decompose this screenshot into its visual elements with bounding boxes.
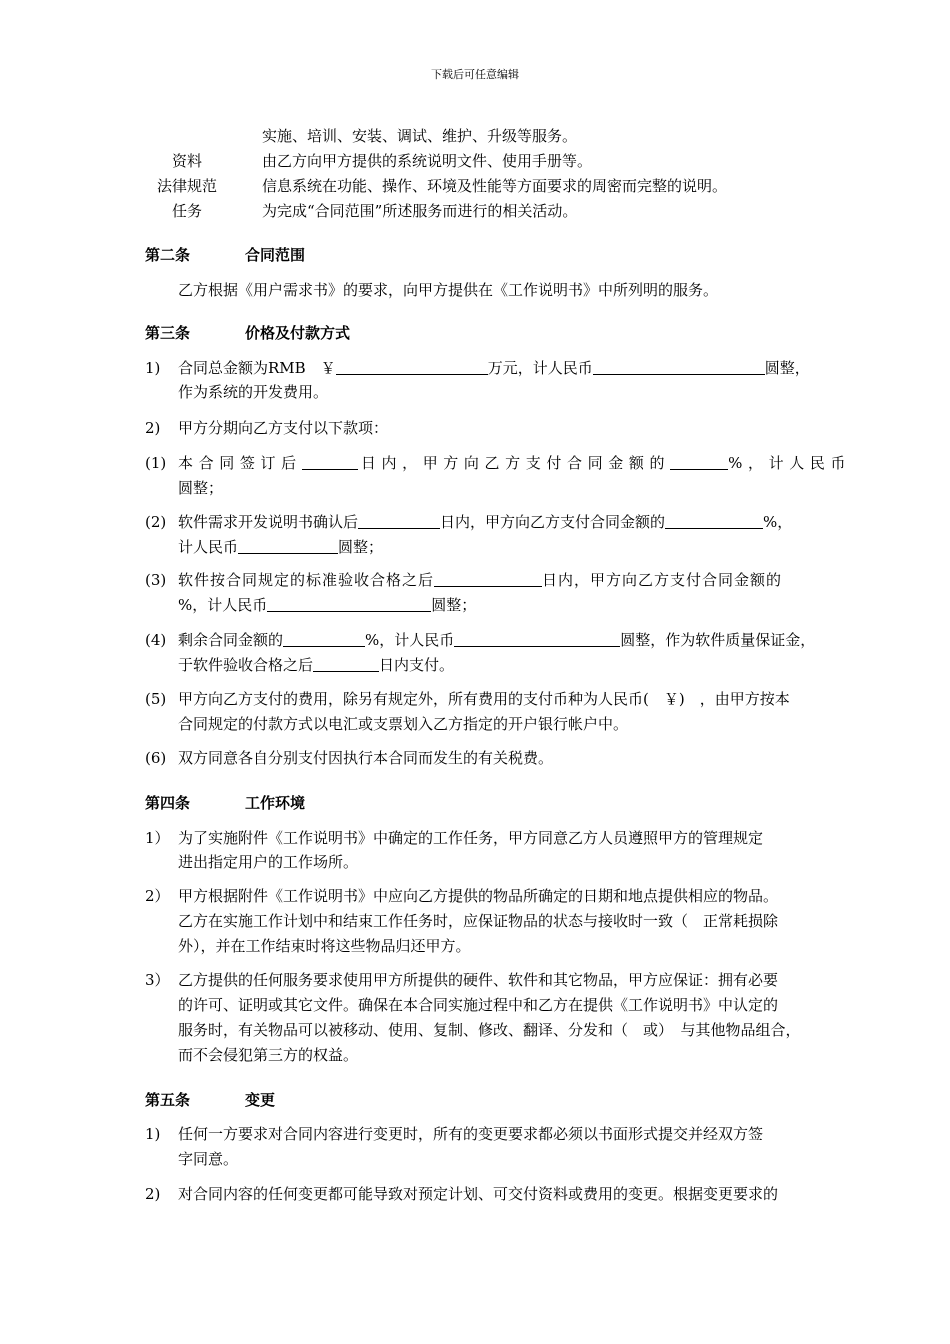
definition-desc: 由乙方向甲方提供的系统说明文件、使用手册等。 bbox=[262, 152, 593, 170]
item-number: 2) bbox=[145, 1185, 161, 1203]
definition-desc: 为完成“合同范围”所述服务而进行的相关活动。 bbox=[262, 202, 578, 220]
paragraph-line: 任何一方要求对合同内容进行变更时，所有的变更要求都必须以书面形式提交并经双方签 bbox=[178, 1125, 764, 1143]
paragraph-line: 甲方向乙方支付的费用，除另有规定外，所有费用的支付币种为人民币( ￥) ，由甲方按本 bbox=[178, 690, 790, 708]
section-number: 第二条 bbox=[145, 246, 191, 264]
definition-term: 任务 bbox=[171, 202, 202, 220]
text-segment: 剩余合同金额的 bbox=[178, 631, 284, 649]
text-segment: 软件按合同规定的标准验收合格之后 bbox=[178, 571, 435, 589]
text-segment: 软件需求开发说明书确认后 bbox=[178, 513, 359, 531]
blank-line bbox=[454, 630, 620, 647]
text-segment: %， bbox=[763, 513, 793, 531]
item-number: (5) bbox=[145, 690, 167, 708]
paragraph-line: 双方同意各自分别支付因执行本合同而发生的有关税费。 bbox=[178, 749, 554, 767]
paragraph-line: 作为系统的开发费用。 bbox=[178, 383, 329, 401]
text-segment: 日内，甲方向乙方支付合同金额的 bbox=[542, 571, 783, 589]
paragraph-line: 字同意。 bbox=[178, 1150, 239, 1168]
text-segment: %，计人民币 bbox=[178, 596, 268, 614]
paragraph-line: 进出指定用户的工作场所。 bbox=[178, 853, 359, 871]
text-segment: 圆整， bbox=[764, 359, 810, 377]
paragraph-line bbox=[178, 512, 792, 532]
paragraph-line: 乙方提供的任何服务要求使用甲方所提供的硬件、软件和其它物品，甲方应保证：拥有必要 bbox=[178, 971, 779, 989]
blank-line bbox=[665, 512, 763, 529]
paragraph-line: 甲方分期向乙方支付以下款项： bbox=[178, 419, 389, 437]
paragraph-line: 合同规定的付款方式以电汇或支票划入乙方指定的开户银行帐户中。 bbox=[178, 715, 629, 733]
text-segment: 圆整； bbox=[338, 538, 384, 556]
text-segment: %，计人民币 bbox=[365, 631, 455, 649]
item-number: 1) bbox=[145, 359, 161, 377]
paragraph-line: 的许可、证明或其它文件。确保在本合同实施过程中和乙方在提供《工作说明书》中认定的 bbox=[178, 996, 779, 1014]
paragraph-line bbox=[178, 570, 782, 590]
text-segment: 万元，计人民币 bbox=[487, 359, 593, 377]
paragraph: 乙方根据《用户需求书》的要求，向甲方提供在《工作说明书》中所列明的服务。 bbox=[178, 281, 719, 299]
item-number: (4) bbox=[145, 631, 167, 649]
item-number: 3） bbox=[145, 971, 170, 989]
text-segment: 圆整； bbox=[431, 596, 477, 614]
paragraph-line: 甲方根据附件《工作说明书》中应向乙方提供的物品所确定的日期和地点提供相应的物品。 bbox=[178, 887, 779, 905]
paragraph-line: 圆整； bbox=[178, 479, 224, 497]
paragraph-line bbox=[178, 595, 476, 615]
paragraph-line: 为了实施附件《工作说明书》中确定的工作任务，甲方同意乙方人员遵照甲方的管理规定 bbox=[178, 829, 764, 847]
text-segment: 合同总金额为RMB ￥ bbox=[178, 359, 336, 377]
section-title: 工作环境 bbox=[245, 794, 306, 812]
text-segment: 计人民币 bbox=[178, 538, 239, 556]
blank-line bbox=[670, 453, 728, 470]
blank-line bbox=[593, 358, 765, 375]
section-title: 合同范围 bbox=[245, 246, 306, 264]
blank-line bbox=[267, 595, 431, 612]
section-number: 第五条 bbox=[145, 1091, 191, 1109]
blank-line bbox=[358, 512, 440, 529]
paragraph-line bbox=[178, 630, 815, 650]
paragraph-line: 而不会侵犯第三方的权益。 bbox=[178, 1046, 359, 1064]
item-number: 1) bbox=[145, 1125, 161, 1143]
section-number: 第四条 bbox=[145, 794, 191, 812]
item-number: (6) bbox=[145, 749, 167, 767]
item-number: 2) bbox=[145, 419, 161, 437]
item-number: (3) bbox=[145, 571, 167, 589]
item-number: (2) bbox=[145, 513, 167, 531]
page-header: 下载后可任意编辑 bbox=[431, 68, 519, 81]
paragraph-line bbox=[178, 453, 848, 473]
item-number: 2） bbox=[145, 887, 170, 905]
blank-line bbox=[434, 570, 542, 587]
blank-line bbox=[302, 453, 358, 470]
text-segment: 圆整，作为软件质量保证金， bbox=[620, 631, 816, 649]
paragraph-line: 乙方在实施工作计划中和结束工作任务时，应保证物品的状态与接收时一致（ 正常耗损除 bbox=[178, 912, 779, 930]
definition-desc: 信息系统在功能、操作、环境及性能等方面要求的周密而完整的说明。 bbox=[262, 177, 728, 195]
paragraph-line: 对合同内容的任何变更都可能导致对预定计划、可交付资料或费用的变更。根据变更要求的 bbox=[178, 1185, 779, 1203]
paragraph-line bbox=[178, 655, 454, 675]
item-number: 1） bbox=[145, 829, 170, 847]
section-number: 第三条 bbox=[145, 324, 191, 342]
paragraph-line bbox=[178, 358, 810, 378]
blank-line bbox=[283, 630, 365, 647]
section-title: 变更 bbox=[245, 1091, 276, 1109]
definition-term: 资料 bbox=[171, 152, 202, 170]
paragraph-line: 外），并在工作结束时将这些物品归还甲方。 bbox=[178, 937, 471, 955]
text-segment: 日内，甲方向乙方支付合同金额的 bbox=[357, 454, 671, 472]
definition-term: 法律规范 bbox=[156, 177, 217, 195]
text-segment: 日内支付。 bbox=[379, 656, 455, 674]
text-segment: 于软件验收合格之后 bbox=[178, 656, 314, 674]
text-segment: 本合同签订后 bbox=[178, 454, 302, 472]
blank-line bbox=[313, 655, 379, 672]
blank-line bbox=[238, 537, 338, 554]
definition-continuation: 实施、培训、安装、调试、维护、升级等服务。 bbox=[262, 127, 578, 145]
text-segment: 日内，甲方向乙方支付合同金额的 bbox=[440, 513, 666, 531]
section-title: 价格及付款方式 bbox=[245, 324, 351, 342]
paragraph-line: 服务时，有关物品可以被移动、使用、复制、修改、翻译、分发和（ 或） 与其他物品组合， bbox=[178, 1021, 801, 1039]
item-number: (1) bbox=[145, 454, 167, 472]
blank-line bbox=[336, 358, 488, 375]
text-segment: %，计人民币 bbox=[728, 454, 848, 472]
paragraph-line bbox=[178, 537, 383, 557]
